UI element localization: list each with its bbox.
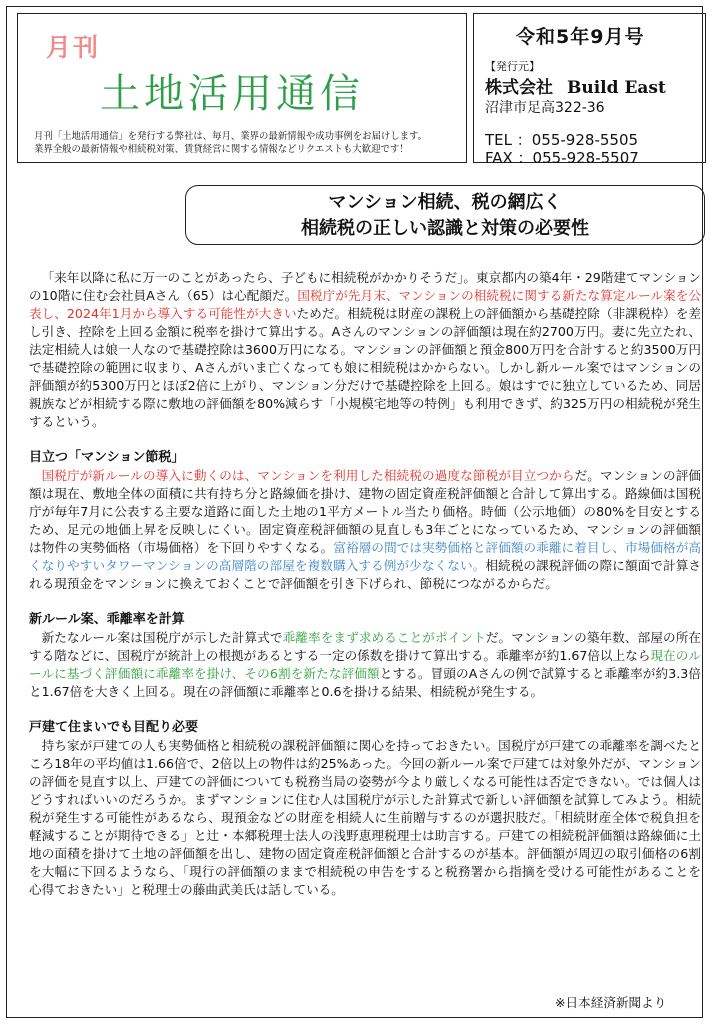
p1-text-a: 「来年以降に私に万一のことがあったら、子どもに相続税がかかりそうだ」。東京都内の築4年・29階建てマンションの10階に住む会社員Aさん（65）は心配顔だ。 [29,270,701,303]
p3-text-a: 新たなルール案は国税庁が示した計算式で [41,630,283,645]
section-heading-2: 目立つ「マンション節税」 [29,450,185,465]
company-address: 沼津市足高322-36 [485,100,605,116]
intro-line-2: 業界全般の最新情報や相続税対策、賃貸経営に関する情報などリクエストも大歓迎です！ [34,144,409,155]
p1-text-b: ためだ。相続税は財産の課税上の評価額から基礎控除（非課税枠）を差し引き、控除を上回る金額に税率を掛けて算出する。Aさんのマンションの評価額は現在約2700万円。妻に先立たれ、法定相続人は娘一人なので基礎控除は3600万円になる。マンションの評価額と預金800万円を合計すると約3500万円で基礎控除の範囲に収まり、Aさんがいま亡くなっても娘に相続税はかからない。しかし新ルール案ではマンションの評価額が約5300万円とほぼ2倍に上がり、マンション分だけで基礎控除を上回る。娘はすでに独立しているため、同居親族などが相続する際に敷地の評価額を80%減らす「小規模宅地等の特例」も利用できず、約325万円の相続税が発生するという。 [29,306,701,429]
article-body [29,269,701,899]
p2-highlight-blue: 富裕層の間では実勢価格と評価額の乖離に着目し、市場価格が高くなりやすいタワーマンションの高層階の部屋を複数購入する例が少なくない。 [29,540,702,573]
source-credit: ※日本経済新聞より [555,995,667,1010]
section-heading-4: 戸建て住まいでも目配り必要 [29,720,199,735]
publisher-label: 【発行元】 [485,60,540,73]
p3-highlight-green-1: 乖離率をまず求めることがポイント [282,630,486,645]
p3-text-b: だ。マンションの築年数、部屋の所在する階などに、国税庁が統計上の根拠があるとする一定の係数を掛けて算出する。乖離率が約1.67倍以上なら [29,630,702,663]
paragraph-4: 持ち家が戸建ての人も実勢価格と相続税の課税評価額に関心を持っておきたい。国税庁が戸建ての乖離率を調べたところ18年の平均値は1.66倍で、2倍以上の物件は約25%あった。今回の新ルール案で戸建ては対象外だが、マンションの評価を見直す以上、戸建ての評価についても税務当局の姿勢が今より厳しくなる可能性は否定できない。では個人はどうすればいいのだろうか。まずマンションに住む人は国税庁が示した計算式で新しい評価額を試算してみよう。相続税が発生する可能性があるなら、現預金などの財産を相続人に生前贈与するのが選択肢だ。「相続財産全体で税負担を軽減することが期待できる」と辻・本郷税理士法人の浅野恵理税理士は助言する。戸建ての相続税評価額は路線価に土地の面積を掛けて土地の評価額を出し、建物の固定資産税評価額と合計するのが基本。評価額が周辺の取引価格の6割を大幅に下回るようなら、「現行の評価額のままで相続税の申告をすると税務署から指摘を受ける可能性があることを心得ておきたい」と税理士の藤曲武美氏は話している。 [29,738,701,897]
masthead [17,13,467,163]
headline-line-1: マンション相続、税の網広く [328,192,562,213]
p2-text-a: だ。マンションの評価額は現在、敷地全体の面積に共有持ち分と路線価を掛け、建物の固定資産税評価額と合計して算出する。路線価は国税庁が毎年7月に公表する主要な道路に面した土地の1平方メートル当たり価格。時価（公示地価）の80%を目安とするため、足元の地価上昇を反映しにくい。固定資産税評価額の見直しも3年ごとになっているため、マンションの評価額は物件の実勢価格（市場価格）を下回りやすくなる。 [29,468,701,555]
paragraph-2 [29,467,701,593]
newsletter-title: 土地活用通信 [100,71,364,117]
monthly-label: 月刊 [46,33,101,62]
paragraph-1 [29,269,701,431]
paragraph-3 [29,629,701,701]
p1-highlight-red: 国税庁が先月末、マンションの相続税に関する新たな算定ルール案を公表し、2024年1月から導入する可能性が大きい [29,288,701,321]
company-type: 株式会社 [485,78,553,98]
section-heading-3: 新ルール案、乖離率を計算 [29,612,185,627]
headline-line-2: 相続税の正しい認識と対策の必要性 [301,218,589,239]
intro-line-1: 月刊「土地活用通信」を発行する弊社は、毎月、業界の最新情報や成功事例をお届けします。 [34,131,428,142]
masthead-intro [34,130,464,156]
p3-highlight-green-2: 現在のルールに基づく評価額に乖離率を掛け、その6割を新たな評価額 [29,648,702,681]
company-name [485,73,666,98]
p3-text-c: とする。冒頭のAさんの例で試算すると乖離率が約3.3倍と1.67倍を大きく上回る。現在の評価額に乖離率と0.6を掛ける結果、相続税が発生する。 [29,666,701,699]
issue-date: 令和5年9月号 [516,26,645,48]
company-fax: FAX ：055-928-5507 [485,149,639,167]
p2-highlight-red: 国税庁が新ルールの導入に動くのは、マンションを利用した相続税の過度な節税が目立つから [41,468,575,483]
company-tel: TEL ：055-928-5505 [485,131,639,149]
p2-text-b: 相続税の課税評価の際に額面で計算される現預金をマンションに換えておくことで評価額を引き下げられ、節税につながるからだ。 [29,558,702,591]
headline-box [185,185,705,245]
newsletter-page [6,6,703,1018]
company-brand: Build East [567,78,666,98]
